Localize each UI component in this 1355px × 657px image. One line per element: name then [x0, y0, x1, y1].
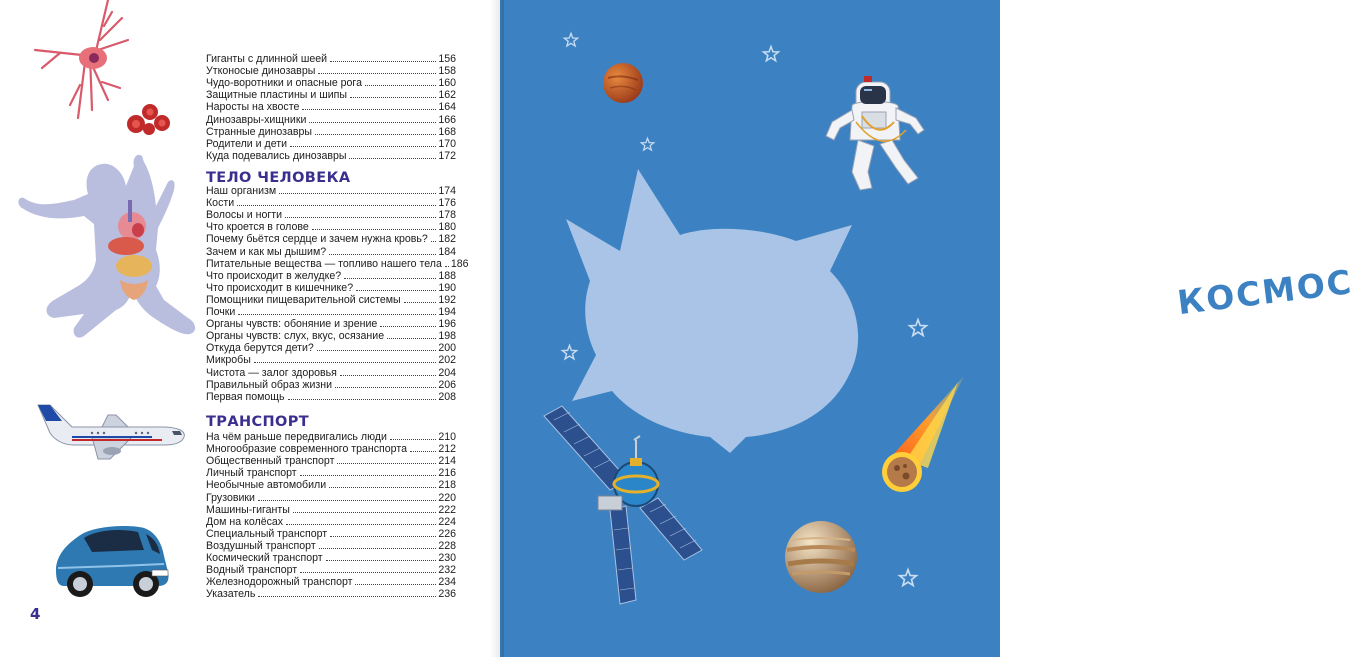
toc-leader — [365, 85, 436, 86]
toc-entry-title: Грузовики — [206, 491, 255, 504]
toc-entry-title: Что происходит в кишечнике? — [206, 281, 354, 294]
toc-entry-page: 158 — [438, 65, 456, 78]
toc-entry-title: Что происходит в желудке? — [206, 269, 342, 282]
toc-leader — [254, 362, 436, 363]
toc-entry-page: 172 — [438, 149, 456, 162]
toc-dinosaurs — [206, 53, 456, 162]
toc-entry-page: 190 — [438, 281, 456, 294]
toc-leader — [293, 512, 436, 513]
toc-entry-title: Волосы и ногти — [206, 209, 283, 222]
toc-entry-title: Общественный транспорт — [206, 455, 335, 468]
toc-leader — [309, 122, 436, 123]
toc-entry-title: Воздушный транспорт — [206, 539, 316, 552]
toc-entry[interactable] — [206, 479, 456, 491]
toc-leader — [329, 254, 436, 255]
toc-entry[interactable] — [206, 528, 456, 540]
toc-leader — [290, 146, 436, 147]
toc-entry[interactable] — [206, 113, 456, 125]
satellite-icon — [540, 400, 710, 612]
toc-entry-title: Почки — [206, 306, 236, 319]
toc-leader — [410, 451, 436, 452]
toc-entry-page: 192 — [438, 293, 456, 306]
toc-entry[interactable] — [206, 318, 456, 330]
toc-entry-title: Железнодорожный транспорт — [206, 576, 353, 589]
toc-entry-title: Чистота — залог здоровья — [206, 366, 337, 379]
toc-entry[interactable] — [206, 342, 456, 354]
toc-entry-page: 162 — [438, 89, 456, 102]
toc-entry[interactable] — [206, 53, 456, 65]
toc-entry-title: Необычные автомобили — [206, 479, 327, 492]
toc-entry[interactable] — [206, 270, 456, 282]
section-heading-human-body: ТЕЛО ЧЕЛОВЕКА — [206, 170, 351, 186]
toc-entry-page: 180 — [438, 221, 456, 234]
star-icon — [908, 318, 928, 338]
toc-leader — [286, 524, 436, 525]
toc-entry-title: Чудо-воротники и опасные рога — [206, 77, 362, 90]
toc-entry-page: 178 — [438, 209, 456, 222]
toc-entry-title: Космический транспорт — [206, 552, 323, 565]
toc-entry[interactable] — [206, 197, 456, 209]
neuron-icon — [30, 0, 130, 120]
toc-leader — [390, 439, 436, 440]
toc-entry-page: 234 — [438, 576, 456, 589]
toc-leader — [285, 217, 436, 218]
star-icon — [762, 45, 780, 63]
toc-entry-page: 188 — [438, 269, 456, 282]
toc-leader — [300, 572, 436, 573]
toc-entry-page: 210 — [438, 431, 456, 444]
toc-entry-title: Зачем и как мы дышим? — [206, 245, 327, 258]
toc-entry[interactable] — [206, 467, 456, 479]
toc-leader — [335, 387, 436, 388]
toc-entry[interactable] — [206, 540, 456, 552]
toc-entry-page: 206 — [438, 378, 456, 391]
toc-entry-title: Утконосые динозавры — [206, 65, 316, 78]
star-icon — [563, 32, 579, 48]
toc-entry[interactable] — [206, 379, 456, 391]
toc-leader — [344, 278, 436, 279]
toc-leader — [312, 229, 437, 230]
toc-entry-page: 166 — [438, 113, 456, 126]
toc-entry[interactable] — [206, 282, 456, 294]
toc-entry-page: 164 — [438, 101, 456, 114]
toc-leader — [319, 548, 437, 549]
toc-entry-title: Куда подевались динозавры — [206, 149, 347, 162]
toc-entry[interactable] — [206, 209, 456, 221]
toc-entry[interactable] — [206, 185, 456, 197]
toc-entry-title: Дом на колёсах — [206, 515, 284, 528]
toc-entry-title: Почему бьётся сердце и зачем нужна кровь? — [206, 233, 428, 246]
toc-entry-page: 228 — [438, 539, 456, 552]
toc-entry-title: Помощники пищеварительной системы — [206, 293, 401, 306]
toc-entry-page: 214 — [438, 455, 456, 468]
toc-entry[interactable] — [206, 245, 456, 257]
toc-leader — [330, 536, 436, 537]
toc-entry-page: 186 — [450, 257, 469, 270]
toc-entry-title: Наш организм — [206, 185, 277, 198]
toc-entry-page: 218 — [438, 479, 456, 492]
toc-entry-title: Странные динозавры — [206, 125, 313, 138]
right-page — [500, 0, 1355, 657]
toc-entry-page: 182 — [438, 233, 456, 246]
toc-leader — [330, 61, 436, 62]
red-blood-cells-icon — [124, 98, 172, 138]
toc-entry[interactable] — [206, 126, 456, 138]
toc-entry-page: 236 — [438, 588, 456, 601]
child-silhouette-organs-icon — [14, 150, 204, 350]
toc-entry-title: Водный транспорт — [206, 564, 298, 577]
toc-entry[interactable] — [206, 89, 456, 101]
toc-leader — [238, 314, 436, 315]
toc-entry-title: Первая помощь — [206, 390, 285, 403]
astronaut-icon — [822, 60, 932, 198]
car-icon — [48, 520, 174, 602]
toc-entry-title: Питательные вещества — топливо нашего тела — [206, 257, 442, 270]
toc-leader — [317, 350, 437, 351]
toc-entry-page: 194 — [438, 306, 456, 319]
toc-entry-page: 156 — [438, 53, 456, 66]
toc-leader — [237, 205, 436, 206]
toc-entry-page: 202 — [438, 354, 456, 367]
toc-leader — [380, 326, 436, 327]
toc-leader — [288, 399, 437, 400]
toc-entry[interactable] — [206, 138, 456, 150]
star-icon — [640, 137, 655, 152]
toc-entry[interactable] — [206, 150, 456, 162]
toc-entry-page: 160 — [438, 77, 456, 90]
toc-entry-page: 198 — [438, 330, 456, 343]
toc-entry-title: Родители и дети — [206, 137, 288, 150]
toc-entry[interactable] — [206, 366, 456, 378]
toc-leader — [258, 596, 436, 597]
toc-leader — [302, 109, 436, 110]
toc-entry-page: 216 — [438, 467, 456, 480]
toc-entry[interactable] — [206, 77, 456, 89]
toc-leader — [445, 266, 449, 267]
toc-leader — [329, 487, 436, 488]
star-icon — [898, 568, 918, 588]
toc-entry[interactable] — [206, 431, 456, 443]
toc-entry-title: Кости — [206, 197, 235, 210]
toc-entry-page: 230 — [438, 552, 456, 565]
toc-entry[interactable] — [206, 491, 456, 503]
toc-entry[interactable] — [206, 306, 456, 318]
toc-leader — [300, 475, 437, 476]
toc-leader — [258, 500, 436, 501]
toc-entry-title: Специальный транспорт — [206, 527, 328, 540]
toc-entry[interactable] — [206, 564, 456, 576]
comet-icon — [872, 372, 968, 500]
toc-entry-title: Откуда берутся дети? — [206, 342, 314, 355]
toc-entry-page: 220 — [438, 491, 456, 504]
toc-leader — [356, 290, 436, 291]
toc-leader — [318, 73, 436, 74]
toc-entry-title: Указатель — [206, 588, 256, 601]
toc-entry-page: 176 — [438, 197, 456, 210]
toc-leader — [431, 241, 436, 242]
toc-entry[interactable] — [206, 391, 456, 403]
toc-entry-page: 224 — [438, 515, 456, 528]
toc-entry[interactable] — [206, 257, 469, 270]
toc-entry-title: Что кроется в голове — [206, 221, 309, 234]
airplane-icon — [32, 393, 188, 463]
section-title-space: КОСМОС — [1175, 262, 1355, 323]
toc-leader — [340, 375, 436, 376]
book-gutter — [490, 0, 504, 657]
planet-jupiter-icon — [784, 520, 858, 594]
toc-leader — [355, 584, 436, 585]
toc-entry-page: 168 — [438, 125, 456, 138]
toc-entry-title: Личный транспорт — [206, 467, 297, 480]
toc-entry[interactable] — [206, 233, 456, 245]
toc-entry[interactable] — [206, 504, 456, 516]
toc-entry-page: 184 — [438, 245, 456, 258]
toc-entry-page: 232 — [438, 564, 456, 577]
toc-leader — [326, 560, 437, 561]
toc-leader — [279, 193, 436, 194]
toc-entry[interactable] — [206, 221, 456, 233]
planet-mars-icon — [602, 62, 644, 104]
toc-entry-page: 174 — [438, 185, 456, 198]
toc-entry-page: 208 — [438, 390, 456, 403]
toc-entry[interactable] — [206, 516, 456, 528]
toc-entry[interactable] — [206, 443, 456, 455]
toc-entry-title: Микробы — [206, 354, 251, 367]
toc-entry-page: 212 — [438, 443, 456, 456]
toc-entry-page: 170 — [438, 137, 456, 150]
toc-leader — [349, 158, 436, 159]
toc-entry[interactable] — [206, 330, 456, 342]
toc-entry-page: 226 — [438, 527, 456, 540]
toc-entry-title: Машины-гиганты — [206, 503, 290, 516]
toc-entry[interactable] — [206, 588, 456, 600]
toc-entry[interactable] — [206, 455, 456, 467]
toc-entry-title: Гиганты с длинной шеей — [206, 53, 328, 66]
toc-leader — [315, 134, 436, 135]
page-number: 4 — [30, 605, 41, 623]
toc-entry-title: Органы чувств: слух, вкус, осязание — [206, 330, 385, 343]
toc-entry[interactable] — [206, 65, 456, 77]
toc-entry-page: 222 — [438, 503, 456, 516]
toc-entry-page: 204 — [438, 366, 456, 379]
toc-entry[interactable] — [206, 576, 456, 588]
toc-entry-title: Защитные пластины и шипы — [206, 89, 347, 102]
toc-entry-page: 196 — [438, 318, 456, 331]
toc-entry-title: Наросты на хвосте — [206, 101, 300, 114]
toc-leader — [350, 97, 436, 98]
star-icon — [561, 344, 578, 361]
toc-entry-title: На чём раньше передвигались люди — [206, 431, 387, 444]
toc-entry-page: 200 — [438, 342, 456, 355]
toc-transport — [206, 431, 456, 600]
toc-entry-title: Динозавры-хищники — [206, 113, 307, 126]
toc-entry[interactable] — [206, 294, 456, 306]
toc-entry-title: Правильный образ жизни — [206, 378, 333, 391]
toc-entry-title: Органы чувств: обоняние и зрение — [206, 318, 378, 331]
toc-leader — [337, 463, 436, 464]
toc-entry[interactable] — [206, 101, 456, 113]
toc-leader — [404, 302, 437, 303]
section-heading-transport: ТРАНСПОРТ — [206, 414, 310, 430]
left-page — [0, 0, 500, 657]
toc-entry[interactable] — [206, 354, 456, 366]
toc-human-body — [206, 185, 469, 403]
toc-entry-title: Многообразие современного транспорта — [206, 443, 407, 456]
toc-entry[interactable] — [206, 552, 456, 564]
toc-leader — [387, 338, 436, 339]
